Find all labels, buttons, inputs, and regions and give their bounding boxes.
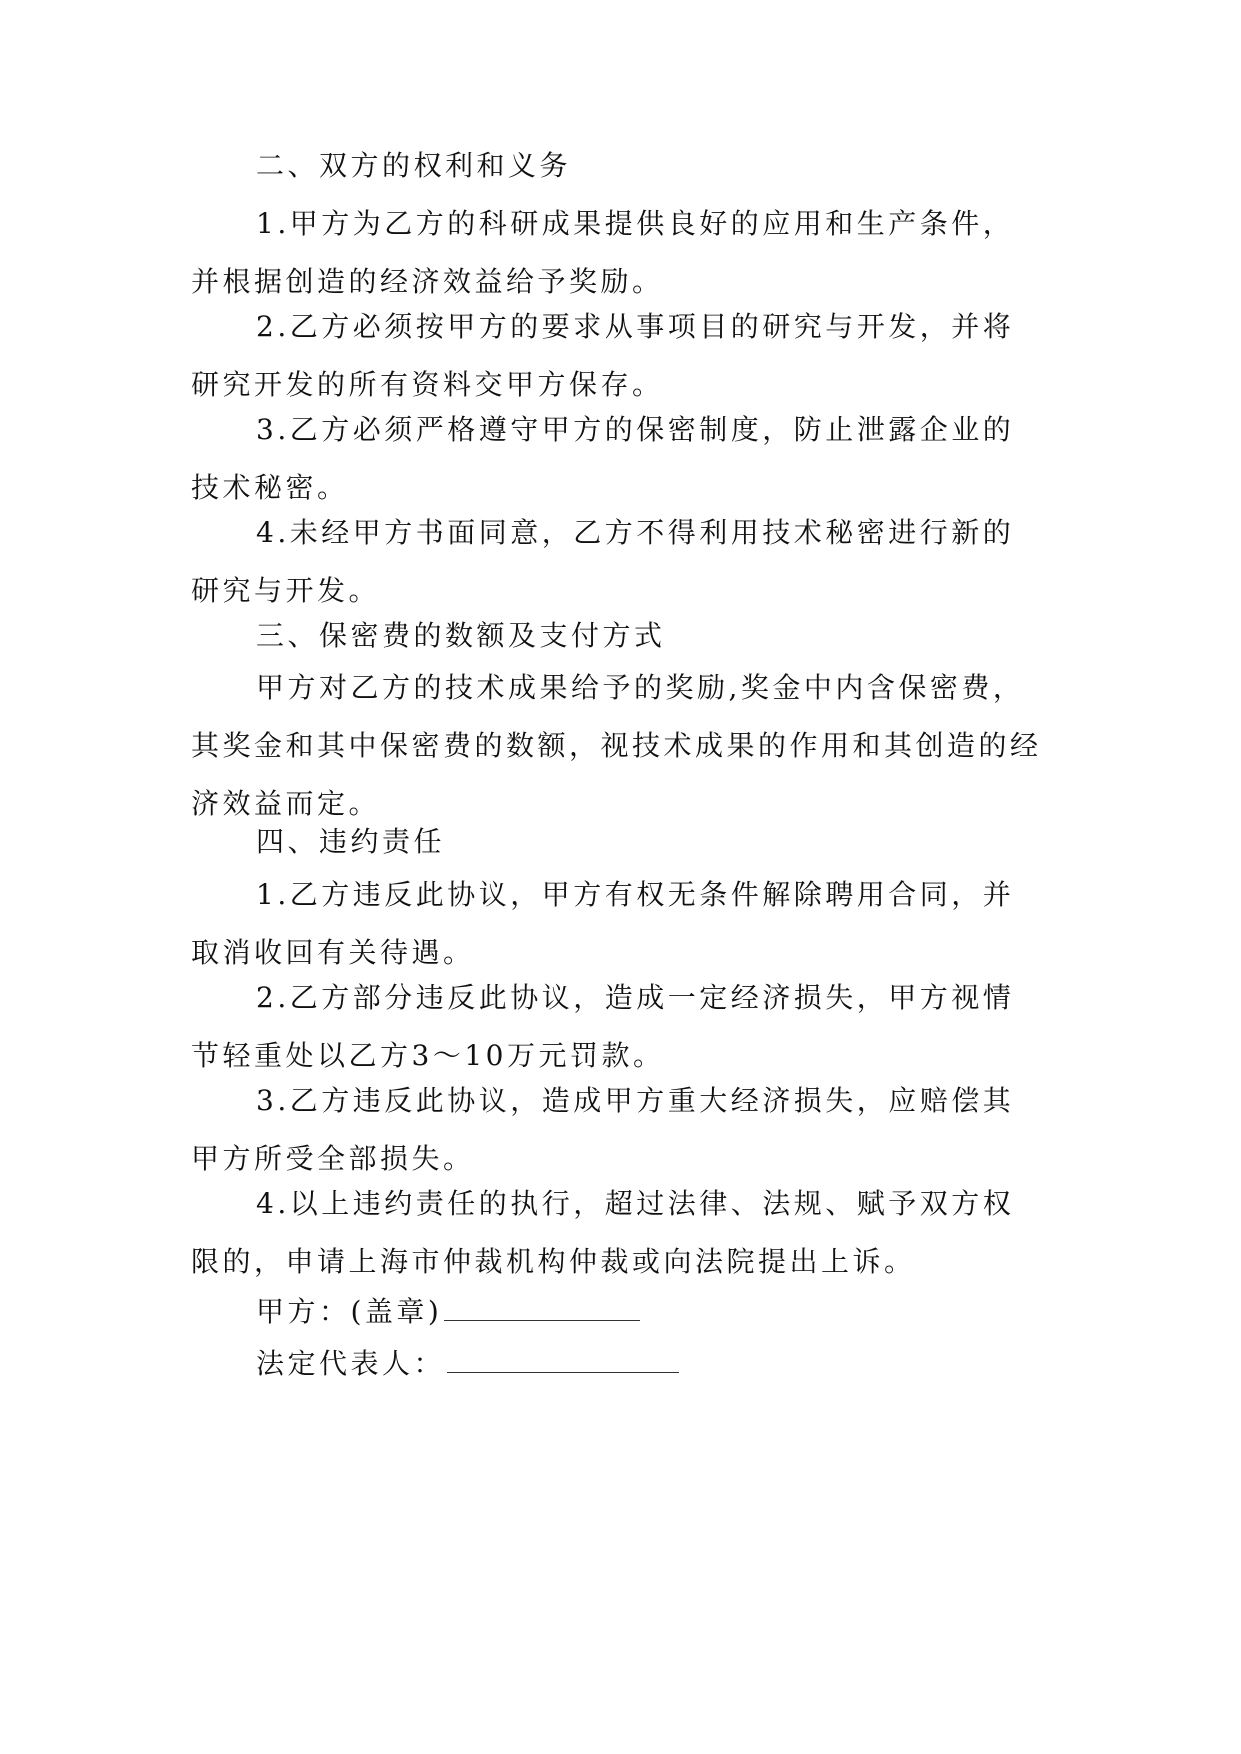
party-a-seal-label: 甲方：(盖章) <box>256 1295 443 1328</box>
section-heading-rights-obligations: 二、双方的权利和义务 <box>256 149 572 182</box>
liability-clause-1: 1.乙方违反此协议，甲方有权无条件解除聘用合同，并取消收回有关待遇。 <box>191 878 1015 969</box>
party-a-seal-line <box>256 1283 640 1341</box>
section-heading-breach-liability: 四、违约责任 <box>256 825 446 858</box>
rights-clause-1: 1.甲方为乙方的科研成果提供良好的应用和生产条件，并根据创造的经济效益给予奖励。 <box>191 207 1015 298</box>
liability-clause-4: 4.以上违约责任的执行，超过法律、法规、赋予双方权限的，申请上海市仲裁机构仲裁或向法院提出上诉。 <box>191 1187 1015 1278</box>
rights-clause-4: 4.未经甲方书面同意，乙方不得利用技术秘密进行新的研究与开发。 <box>191 516 1015 607</box>
section-heading-confidentiality-fee: 三、保密费的数额及支付方式 <box>256 619 666 652</box>
rights-clause-3: 3.乙方必须严格遵守甲方的保密制度，防止泄露企业的技术秘密。 <box>191 413 1015 504</box>
rights-clause-2: 2.乙方必须按甲方的要求从事项目的研究与开发，并将研究开发的所有资料交甲方保存。 <box>191 310 1015 401</box>
confidentiality-fee-paragraph: 甲方对乙方的技术成果给予的奖励,奖金中内含保密费，其奖金和其中保密费的数额，视技术成果的作用和其创造的经济效益而定。 <box>191 671 1042 820</box>
legal-representative-blank <box>447 1350 679 1373</box>
liability-clause-2: 2.乙方部分违反此协议，造成一定经济损失，甲方视情节轻重处以乙方3～10万元罚款。 <box>191 981 1015 1072</box>
legal-representative-label: 法定代表人： <box>256 1347 446 1380</box>
party-a-seal-blank <box>444 1298 640 1321</box>
liability-clause-3: 3.乙方违反此协议，造成甲方重大经济损失，应赔偿其甲方所受全部损失。 <box>191 1084 1015 1175</box>
legal-representative-line <box>256 1335 679 1393</box>
